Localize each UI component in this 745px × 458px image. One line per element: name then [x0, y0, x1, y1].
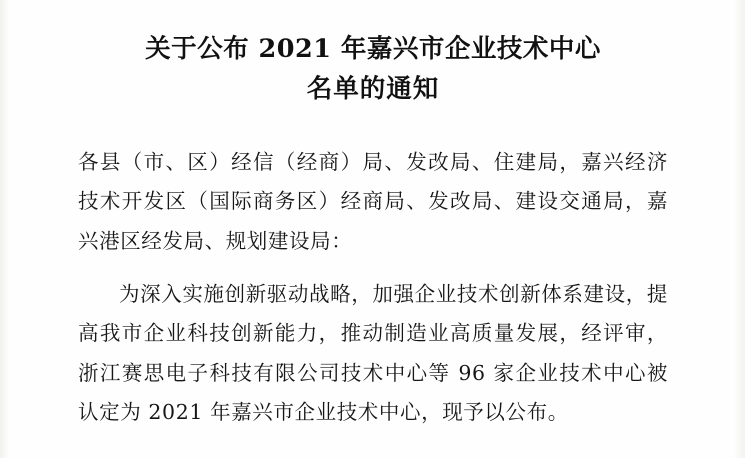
- body-paragraph: 为深入实施创新驱动战略，加强企业技术创新体系建设，提高我市企业科技创新能力，推动制造业高质量发展，经评审，浙江赛思电子科技有限公司技术中心等 96 家企业技术中心被认定为 2021 年嘉兴市企业技术中心，现予以公布。: [78, 282, 668, 425]
- page-title: [78, 0, 668, 109]
- page-title-line-2: 名单的通知: [306, 73, 440, 104]
- page-title-line-1: 关于公布 2021 年嘉兴市企业技术中心: [145, 34, 601, 64]
- document-body: [78, 0, 668, 458]
- addressee-paragraph: 各县（市、区）经信（经商）局、发改局、住建局，嘉兴经济技术开发区（国际商务区）经商局、发改局、建设交通局，嘉兴港区经发局、规划建设局：: [78, 150, 668, 253]
